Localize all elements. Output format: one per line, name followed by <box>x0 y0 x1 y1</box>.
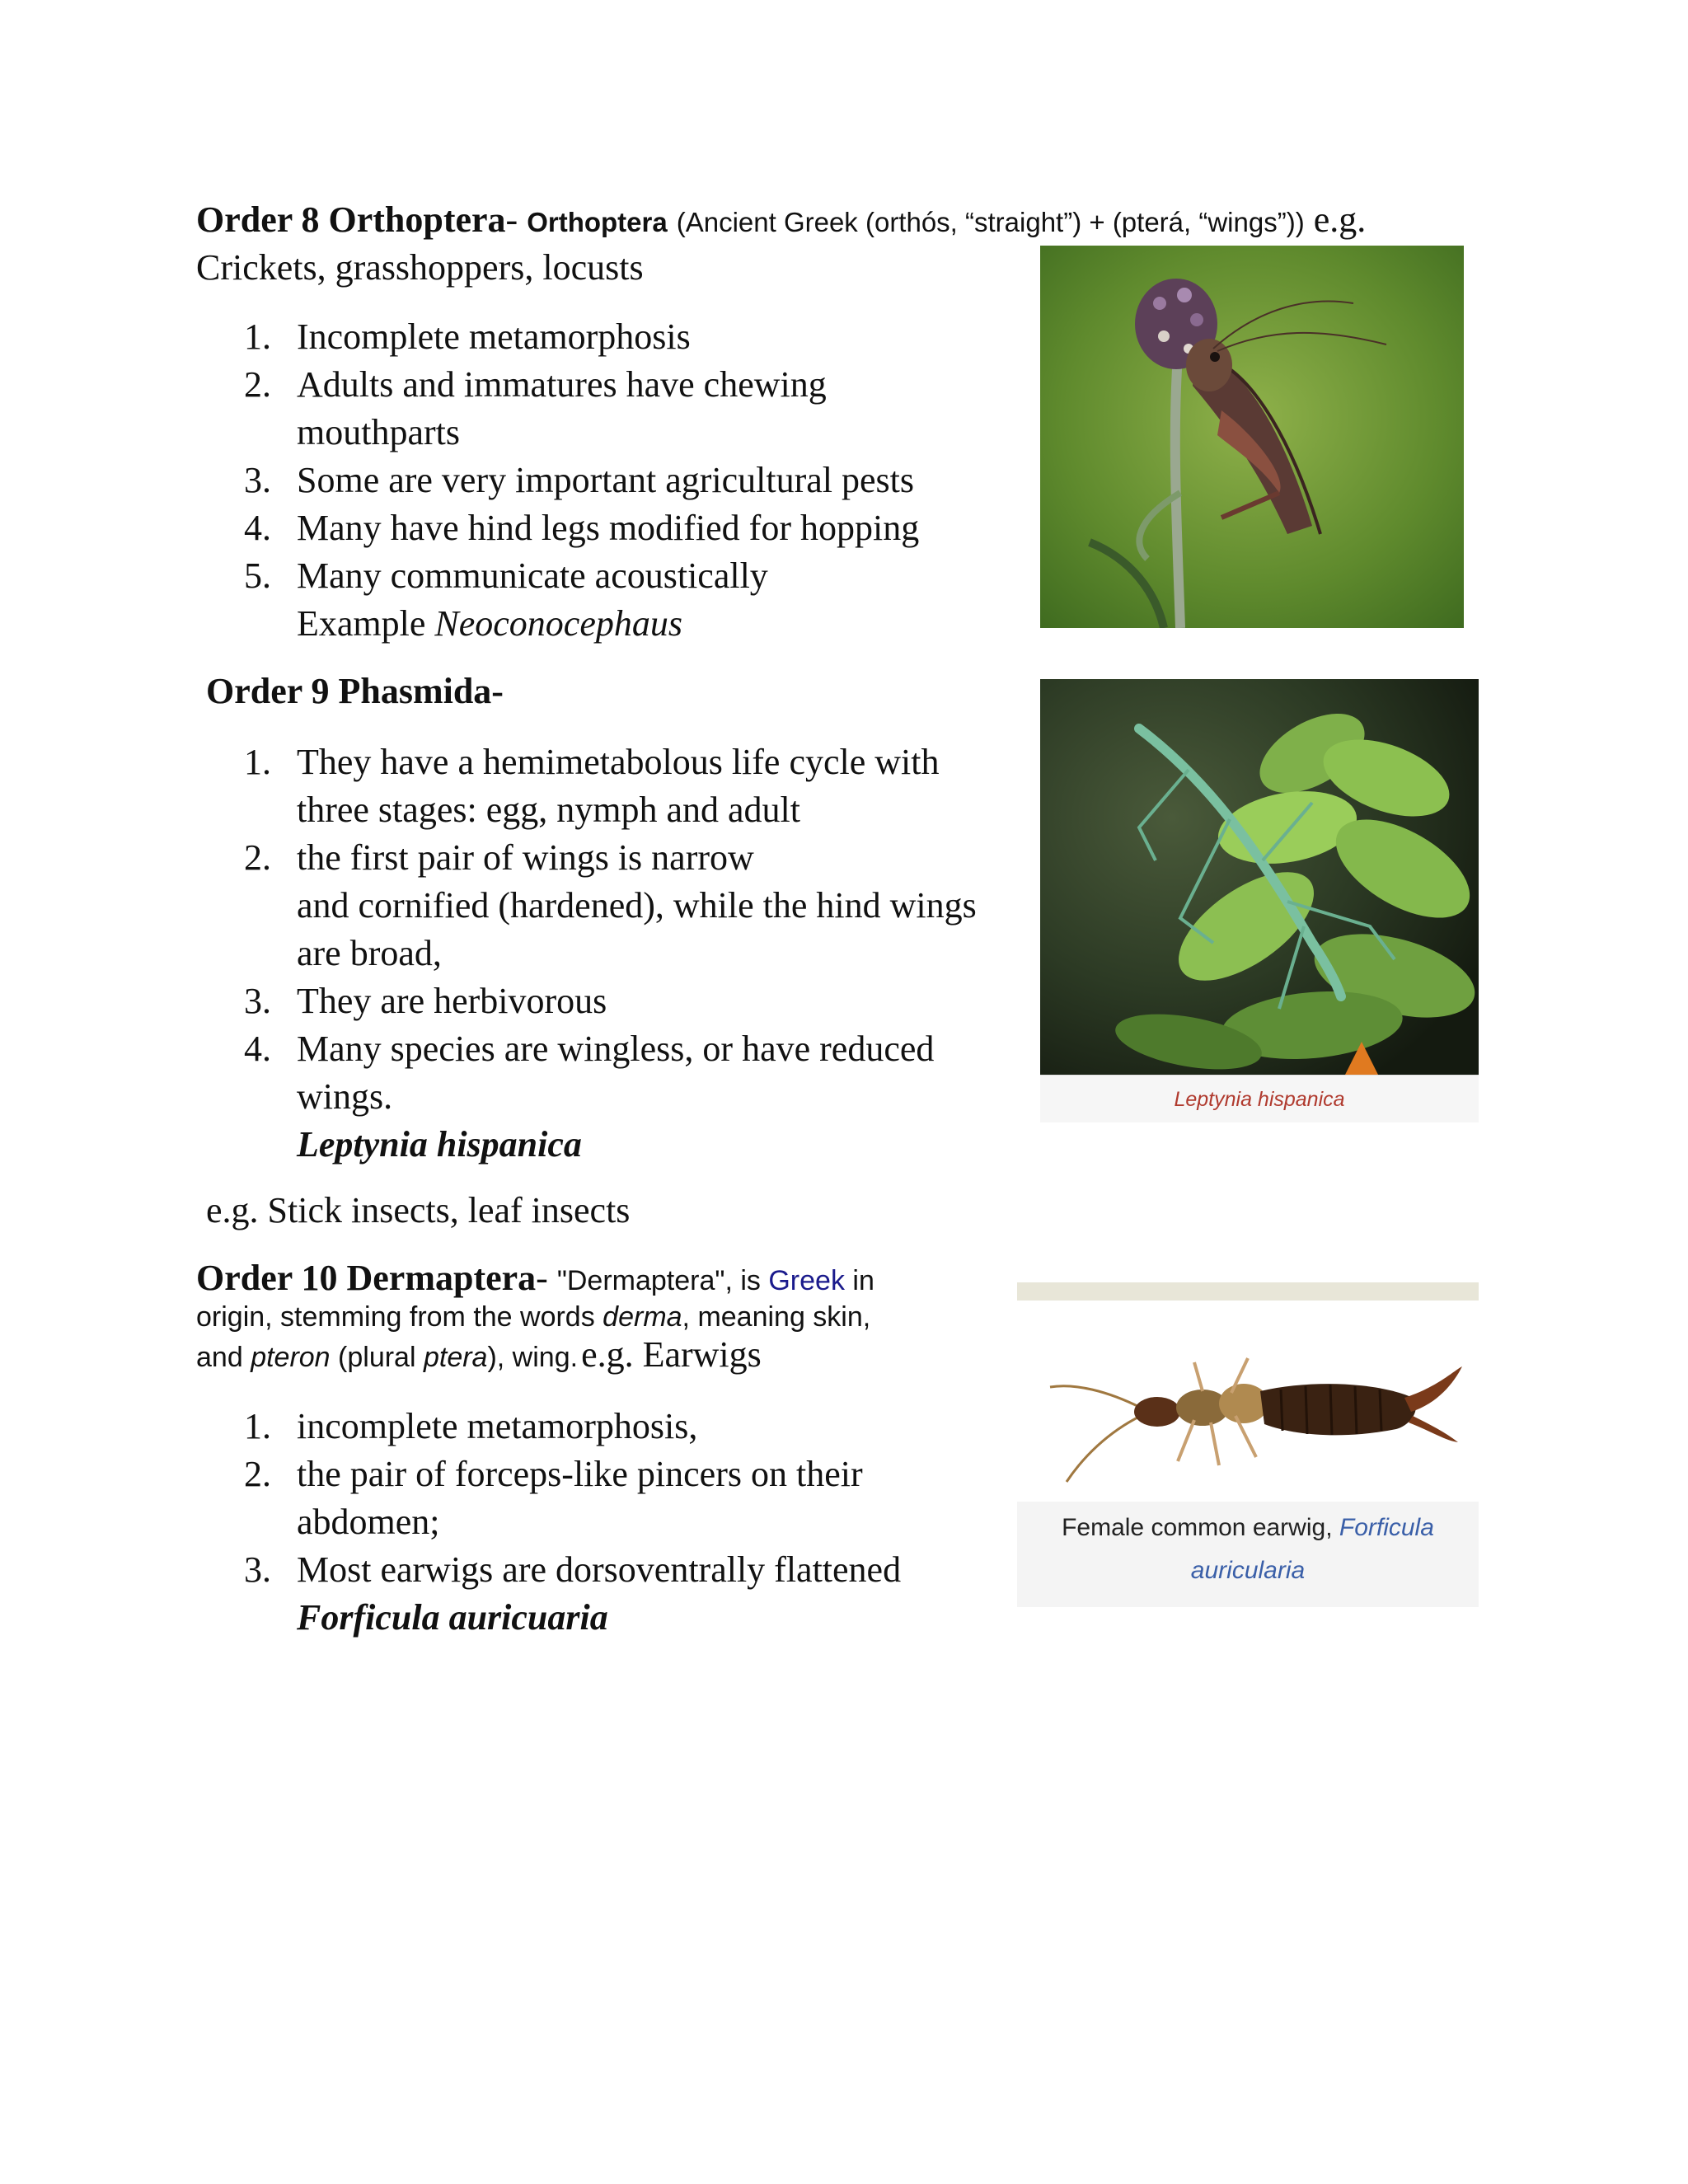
order8-etym: (Ancient Greek (orthós, “straight”) + (pterá, “wings”)) <box>676 207 1305 237</box>
order8-etym-bold: Orthoptera <box>527 207 668 237</box>
list-item: 3. They are herbivorous <box>244 981 607 1021</box>
order9-species: Leptynia hispanica <box>297 1124 582 1165</box>
list-item: 2. the pair of forceps-like pincers on their abdomen; <box>244 1454 863 1542</box>
list-item: 3. Some are very important agricultural pests <box>244 460 914 500</box>
order8-title: Order 8 Orthoptera <box>196 199 506 240</box>
order8-heading-line <box>196 196 1366 246</box>
order10-list <box>196 1403 1020 1642</box>
list-item: 1. They have a hemimetabolous life cycle with three stages: egg, nymph and adult <box>244 742 940 830</box>
order8-example-species: Neoconocephaus <box>434 603 682 644</box>
earwig-caption-link[interactable]: Forficula <box>1339 1514 1434 1541</box>
earwig-caption-link-2[interactable]: auricularia <box>1190 1557 1306 1584</box>
order10-etym-1: "Dermaptera", is Greek in <box>556 1265 874 1296</box>
order10-eg: e.g. Earwigs <box>581 1334 762 1375</box>
list-item: 1. Incomplete metamorphosis <box>244 316 691 357</box>
stick-insect-caption: Leptynia hispanica <box>1040 1075 1479 1122</box>
earwig-photo <box>1017 1301 1479 1502</box>
list-item: 3. Most earwigs are dorsoventrally flattened Forficula auricuaria <box>244 1549 902 1638</box>
list-item: 4. Many species are wingless, or have reduced wings. Leptynia hispanica <box>244 1029 935 1165</box>
list-item: 4. Many have hind legs modified for hopping <box>244 508 920 548</box>
order10-dash: - <box>536 1258 548 1298</box>
list-item: 1. incomplete metamorphosis, <box>244 1406 698 1446</box>
order10-species: Forficula auricuaria <box>297 1597 608 1638</box>
stick-insect-figure <box>1040 679 1479 1122</box>
earwig-figure-top-strip <box>1017 1282 1479 1301</box>
order8-examples: Crickets, grasshoppers, locusts <box>196 247 644 288</box>
greek-link[interactable]: Greek <box>768 1265 845 1296</box>
order9-title: Order 9 Phasmida- <box>206 671 504 711</box>
order9-examples: e.g. Stick insects, leaf insects <box>206 1190 631 1230</box>
order8-dash: - <box>505 199 518 240</box>
order10-etym-2: origin, stemming from the words derma, meaning skin, <box>196 1301 871 1333</box>
order8-eg: e.g. <box>1313 199 1367 240</box>
order8-list <box>196 313 1020 648</box>
grasshopper-photo <box>1040 246 1464 628</box>
earwig-caption: Female common earwig, Forficula auricularia <box>1062 1514 1434 1584</box>
order10-etym-3: and pteron (plural ptera), wing. e.g. Earwigs <box>196 1334 762 1375</box>
earwig-figure <box>1017 1282 1479 1607</box>
list-item: 2. Adults and immatures have chewing mouthparts <box>244 364 827 452</box>
list-item: 5. Many communicate acoustically Example Neoconocephaus <box>244 555 768 644</box>
list-item: 2. the first pair of wings is narrow and cornified (hardened), while the hind wings are broad, <box>244 837 977 973</box>
stick-insect-photo <box>1040 679 1479 1075</box>
order9-list <box>196 738 1062 1169</box>
order10-title: Order 10 Dermaptera <box>196 1258 537 1298</box>
